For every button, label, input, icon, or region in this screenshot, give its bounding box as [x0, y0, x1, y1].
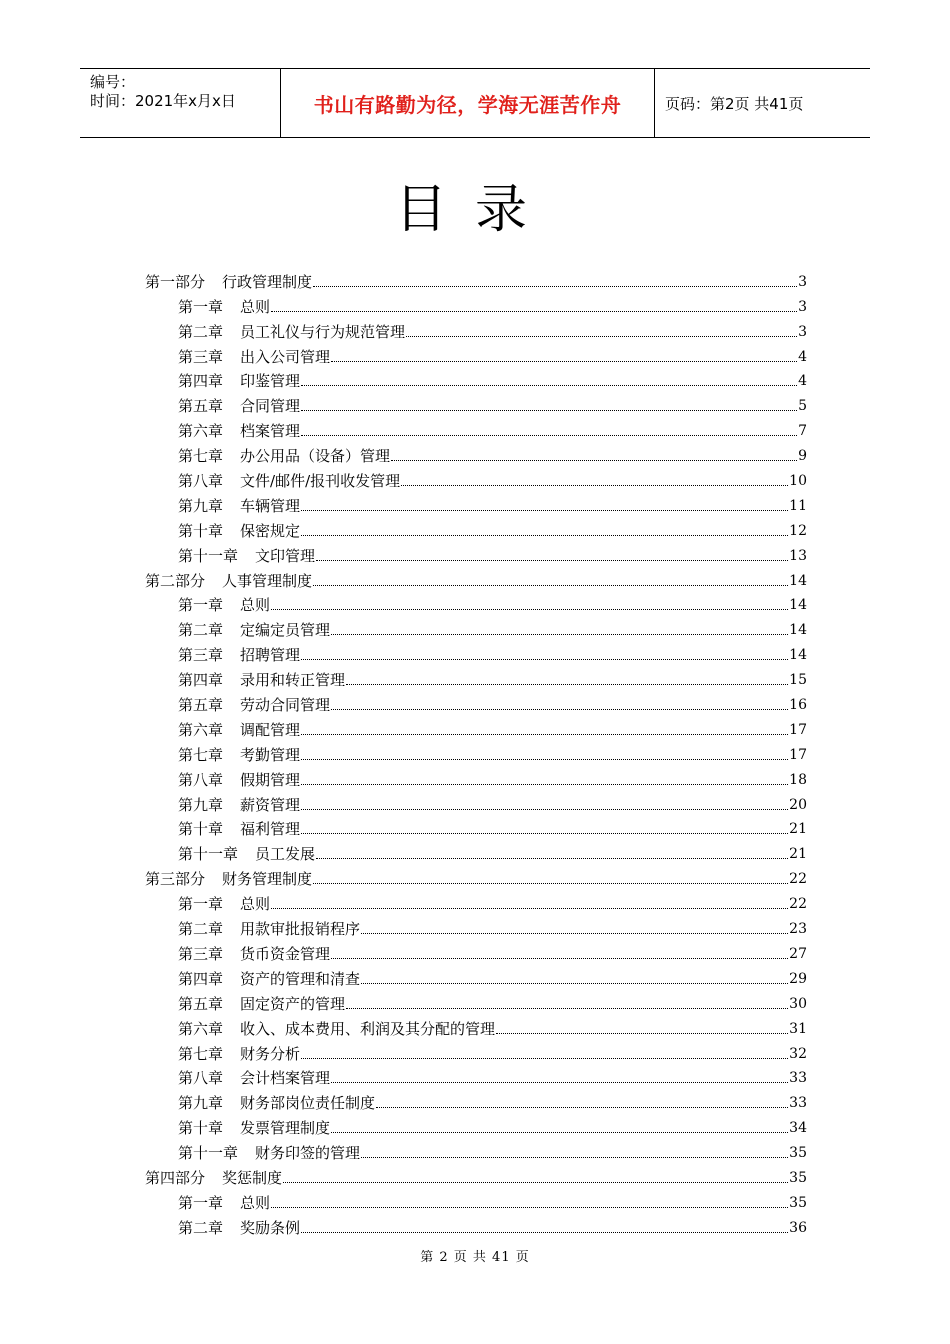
toc-entry-page: 33 — [789, 1070, 807, 1087]
toc-dot-leader — [271, 1207, 788, 1208]
toc-dot-leader — [361, 1157, 788, 1158]
toc-dot-leader — [283, 1182, 788, 1183]
toc-dot-leader — [376, 1107, 788, 1108]
toc-entry[interactable] — [145, 989, 807, 1014]
toc-entry-label — [178, 944, 330, 964]
toc-entry-page: 15 — [789, 672, 807, 689]
header-meta — [80, 69, 281, 137]
toc-entry-page: 20 — [789, 796, 807, 813]
toc-entry-page: 22 — [789, 871, 807, 888]
toc-entry-page: 17 — [789, 746, 807, 763]
toc-entry-number: 第六章 — [178, 1019, 224, 1038]
toc-entry-label — [178, 496, 300, 516]
toc-entry-number: 第五章 — [178, 696, 224, 715]
toc-dot-leader — [271, 609, 788, 610]
toc-entry-title: 财务管理制度 — [222, 870, 313, 889]
toc-dot-leader — [301, 535, 788, 536]
toc-entry[interactable] — [145, 541, 807, 566]
toc-entry[interactable] — [145, 914, 807, 939]
toc-entry-number: 第九章 — [178, 795, 224, 814]
toc-dot-leader — [496, 1033, 788, 1034]
toc-entry-label — [178, 297, 270, 317]
toc-entry-title: 印鉴管理 — [240, 372, 301, 391]
toc-entry-label — [145, 272, 312, 292]
toc-dot-leader — [271, 908, 788, 909]
toc-entry-page: 35 — [789, 1194, 807, 1211]
toc-entry-page: 3 — [798, 298, 807, 315]
toc-entry-number: 第五章 — [178, 994, 224, 1013]
toc-entry-page: 16 — [789, 697, 807, 714]
toc-entry-page: 17 — [789, 721, 807, 738]
toc-entry[interactable] — [145, 839, 807, 864]
toc-entry[interactable] — [145, 317, 807, 342]
toc-entry-number: 第四部分 — [145, 1168, 206, 1187]
page-header — [80, 68, 870, 138]
toc-entry[interactable] — [145, 292, 807, 317]
toc-entry-number: 第二部分 — [145, 571, 206, 590]
toc-entry-number: 第二章 — [178, 920, 224, 939]
page-footer: 第 2 页 共 41 页 — [420, 1250, 530, 1265]
toc-entry-title: 行政管理制度 — [222, 272, 313, 291]
toc-entry[interactable] — [145, 640, 807, 665]
document-number-label: 编号： — [90, 73, 136, 91]
toc-entry-label — [178, 894, 270, 914]
toc-dot-leader — [346, 1008, 788, 1009]
toc-entry-page: 18 — [789, 771, 807, 788]
toc-entry-page: 22 — [789, 896, 807, 913]
toc-entry-page: 7 — [798, 423, 807, 440]
toc-dot-leader — [301, 1058, 788, 1059]
toc-entry-label — [178, 347, 330, 367]
toc-entry-page: 11 — [789, 497, 807, 514]
toc-dot-leader — [406, 336, 797, 337]
toc-entry-title: 发票管理制度 — [240, 1119, 331, 1138]
toc-entry-number: 第三章 — [178, 347, 224, 366]
toc-entry-title: 奖励条例 — [240, 1218, 301, 1237]
toc-entry-number: 第二章 — [178, 1218, 224, 1237]
toc-entry[interactable] — [145, 864, 807, 889]
toc-entry-page: 34 — [789, 1120, 807, 1137]
toc-entry-number: 第十章 — [178, 521, 224, 540]
toc-entry-label — [178, 396, 300, 416]
toc-entry[interactable] — [145, 1138, 807, 1163]
toc-entry-title: 资产的管理和清查 — [240, 969, 361, 988]
toc-entry-title: 薪资管理 — [240, 795, 301, 814]
toc-entry-page: 14 — [789, 597, 807, 614]
toc-entry-page: 23 — [789, 921, 807, 938]
toc-entry-title: 录用和转正管理 — [240, 671, 346, 690]
toc-entry-label — [178, 471, 400, 491]
toc-entry-number: 第一章 — [178, 1193, 224, 1212]
toc-entry-title: 考勤管理 — [240, 745, 301, 764]
toc-entry-page: 3 — [798, 273, 807, 290]
toc-entry[interactable] — [145, 765, 807, 790]
toc-entry-page: 35 — [789, 1145, 807, 1162]
toc-entry[interactable] — [145, 416, 807, 441]
toc-entry-title: 员工发展 — [255, 845, 316, 864]
toc-entry-title: 员工礼仪与行为规范管理 — [240, 322, 406, 341]
toc-dot-leader — [361, 983, 788, 984]
toc-entry-label — [178, 745, 300, 765]
toc-entry-page: 31 — [789, 1020, 807, 1037]
toc-dot-leader — [301, 510, 788, 511]
toc-entry-page: 14 — [789, 572, 807, 589]
toc-entry-label — [178, 1143, 360, 1163]
toc-entry-page: 35 — [789, 1169, 807, 1186]
toc-entry-label — [178, 322, 405, 342]
toc-entry[interactable] — [145, 740, 807, 765]
toc-entry-label — [145, 869, 312, 889]
toc-entry-page: 21 — [789, 846, 807, 863]
toc-entry[interactable] — [145, 466, 807, 491]
toc-entry-page: 27 — [789, 945, 807, 962]
toc-entry-title: 办公用品（设备）管理 — [240, 447, 391, 466]
toc-dot-leader — [331, 958, 788, 959]
toc-dot-leader — [331, 634, 788, 635]
toc-entry[interactable] — [145, 367, 807, 392]
toc-entry-number: 第四章 — [178, 372, 224, 391]
toc-entry-label — [178, 819, 300, 839]
toc-entry-title: 出入公司管理 — [240, 347, 331, 366]
toc-entry-label — [178, 844, 315, 864]
document-time-label: 时间：2021年x月x日 — [90, 92, 236, 110]
toc-entry-label — [178, 421, 300, 441]
toc-entry-title: 保密规定 — [240, 521, 301, 540]
toc-entry-number: 第七章 — [178, 1044, 224, 1063]
toc-entry-number: 第三部分 — [145, 870, 206, 889]
toc-entry-title: 文件/邮件/报刊收发管理 — [240, 472, 401, 491]
toc-entry-label — [178, 770, 300, 790]
toc-entry-title: 总则 — [240, 297, 271, 316]
toc-entry-page: 14 — [789, 622, 807, 639]
toc-entry-label — [178, 795, 300, 815]
toc-entry-label — [178, 994, 345, 1014]
toc-entry[interactable] — [145, 889, 807, 914]
toc-entry-label — [178, 1193, 270, 1213]
toc-entry[interactable] — [145, 790, 807, 815]
toc-entry-label — [178, 1019, 495, 1039]
toc-dot-leader — [401, 485, 788, 486]
toc-entry-page: 33 — [789, 1095, 807, 1112]
toc-entry-number: 第五章 — [178, 397, 224, 416]
toc-entry[interactable] — [145, 1213, 807, 1238]
toc-entry-label — [178, 1044, 300, 1064]
toc-entry-label — [178, 919, 360, 939]
toc-entry-label — [178, 371, 300, 391]
toc-entry-label — [178, 1068, 330, 1088]
toc-dot-leader — [271, 311, 797, 312]
toc-entry-page: 36 — [789, 1219, 807, 1236]
toc-entry-title: 车辆管理 — [240, 496, 301, 515]
toc-entry-label — [178, 521, 300, 541]
toc-entry[interactable] — [145, 342, 807, 367]
toc-dot-leader — [391, 460, 797, 461]
toc-entry-label — [178, 1218, 300, 1238]
toc-dot-leader — [316, 858, 788, 859]
toc-entry-title: 收入、成本费用、利润及其分配的管理 — [240, 1019, 496, 1038]
toc-entry-title: 档案管理 — [240, 422, 301, 441]
toc-entry-number: 第一章 — [178, 596, 224, 615]
toc-entry-title: 招聘管理 — [240, 646, 301, 665]
toc-entry-page: 3 — [798, 323, 807, 340]
toc-entry-label — [145, 571, 312, 591]
toc-dot-leader — [301, 784, 788, 785]
toc-entry[interactable] — [145, 964, 807, 989]
toc-dot-leader — [301, 410, 797, 411]
toc-entry-label — [178, 695, 330, 715]
toc-entry-number: 第一章 — [178, 297, 224, 316]
toc-dot-leader — [313, 883, 788, 884]
toc-dot-leader — [301, 385, 797, 386]
toc-dot-leader — [361, 933, 788, 934]
header-slogan: 书山有路勤为径，学海无涯苦作舟 — [281, 69, 655, 137]
toc-entry[interactable] — [145, 1088, 807, 1113]
toc-entry-title: 人事管理制度 — [222, 571, 313, 590]
toc-entry[interactable] — [145, 1014, 807, 1039]
toc-entry-label — [178, 446, 390, 466]
toc-entry-number: 第七章 — [178, 745, 224, 764]
toc-entry-title: 总则 — [240, 1193, 271, 1212]
toc-entry-number: 第八章 — [178, 1069, 224, 1088]
toc-entry[interactable] — [145, 615, 807, 640]
toc-entry[interactable] — [145, 1188, 807, 1213]
toc-entry[interactable] — [145, 491, 807, 516]
toc-entry-label — [178, 595, 270, 615]
toc-entry-title: 用款审批报销程序 — [240, 920, 361, 939]
toc-entry[interactable] — [145, 591, 807, 616]
toc-entry-page: 4 — [798, 348, 807, 365]
toc-entry-number: 第十一章 — [178, 546, 239, 565]
toc-entry-number: 第六章 — [178, 422, 224, 441]
toc-entry-title: 福利管理 — [240, 820, 301, 839]
toc-entry-title: 固定资产的管理 — [240, 994, 346, 1013]
toc-entry-page: 13 — [789, 547, 807, 564]
toc-entry-label — [178, 546, 315, 566]
toc-entry[interactable] — [145, 1039, 807, 1064]
toc-dot-leader — [301, 734, 788, 735]
toc-dot-leader — [301, 759, 788, 760]
toc-entry[interactable] — [145, 1064, 807, 1089]
toc-entry-number: 第六章 — [178, 720, 224, 739]
toc-entry-page: 10 — [789, 473, 807, 490]
toc-entry-label — [145, 1168, 282, 1188]
toc-entry[interactable] — [145, 715, 807, 740]
toc-entry[interactable] — [145, 516, 807, 541]
toc-entry-page: 30 — [789, 995, 807, 1012]
toc-entry-number: 第十章 — [178, 1119, 224, 1138]
toc-entry[interactable] — [145, 267, 807, 292]
toc-entry-title: 货币资金管理 — [240, 944, 331, 963]
toc-entry-page: 32 — [789, 1045, 807, 1062]
toc-dot-leader — [331, 709, 788, 710]
toc-entry-page: 14 — [789, 647, 807, 664]
header-page-info: 页码：第2页 共41页 — [665, 94, 804, 113]
toc-dot-leader — [316, 560, 788, 561]
toc-entry-number: 第二章 — [178, 322, 224, 341]
toc-entry-number: 第十一章 — [178, 845, 239, 864]
toc-entry-number: 第二章 — [178, 621, 224, 640]
toc-entry[interactable] — [145, 690, 807, 715]
toc-entry[interactable] — [145, 391, 807, 416]
toc-dot-leader — [331, 1132, 788, 1133]
toc-entry-label — [178, 1118, 330, 1138]
toc-entry-label — [178, 645, 300, 665]
toc-entry[interactable] — [145, 665, 807, 690]
toc-entry-title: 调配管理 — [240, 720, 301, 739]
toc-entry-title: 财务印签的管理 — [255, 1144, 361, 1163]
toc-dot-leader — [346, 684, 788, 685]
toc-entry-title: 合同管理 — [240, 397, 301, 416]
toc-entry-number: 第七章 — [178, 447, 224, 466]
toc-entry-label — [178, 969, 360, 989]
toc-dot-leader — [301, 659, 788, 660]
toc-entry-number: 第三章 — [178, 646, 224, 665]
toc-entry-number: 第九章 — [178, 1094, 224, 1113]
toc-entry-title: 财务分析 — [240, 1044, 301, 1063]
toc-entry-label — [178, 1093, 375, 1113]
toc-entry-title: 定编定员管理 — [240, 621, 331, 640]
toc-entry-title: 劳动合同管理 — [240, 696, 331, 715]
toc-entry-page: 9 — [798, 448, 807, 465]
toc-entry-number: 第八章 — [178, 770, 224, 789]
toc-entry-number: 第一章 — [178, 895, 224, 914]
toc-dot-leader — [313, 585, 788, 586]
toc-entry-label — [178, 620, 330, 640]
toc-entry[interactable] — [145, 441, 807, 466]
toc-entry-title: 会计档案管理 — [240, 1069, 331, 1088]
toc-entry-number: 第九章 — [178, 496, 224, 515]
toc-entry[interactable] — [145, 566, 807, 591]
toc-entry-number: 第八章 — [178, 472, 224, 491]
toc-entry-page: 5 — [798, 398, 807, 415]
toc-dot-leader — [301, 1232, 788, 1233]
toc-entry-title: 财务部岗位责任制度 — [240, 1094, 376, 1113]
toc-entry-page: 21 — [789, 821, 807, 838]
toc-entry-number: 第十一章 — [178, 1144, 239, 1163]
toc-entry-number: 第十章 — [178, 820, 224, 839]
toc-entry-title: 总则 — [240, 895, 271, 914]
toc-entry-title: 假期管理 — [240, 770, 301, 789]
toc-dot-leader — [301, 809, 788, 810]
toc-entry-page: 29 — [789, 970, 807, 987]
toc-entry-label — [178, 670, 345, 690]
toc-entry-number: 第四章 — [178, 671, 224, 690]
toc-entry-number: 第四章 — [178, 969, 224, 988]
toc-entry-title: 奖惩制度 — [222, 1168, 283, 1187]
toc-dot-leader — [331, 1082, 788, 1083]
toc-entry-number: 第一部分 — [145, 272, 206, 291]
toc-entry-page: 12 — [789, 522, 807, 539]
toc-entry-page: 4 — [798, 373, 807, 390]
table-of-contents — [145, 267, 807, 1238]
page-title: 目录 — [394, 180, 555, 240]
toc-entry-label — [178, 720, 300, 740]
toc-dot-leader — [301, 833, 788, 834]
toc-entry-title: 总则 — [240, 596, 271, 615]
toc-entry[interactable] — [145, 1163, 807, 1188]
toc-dot-leader — [301, 435, 797, 436]
toc-entry-title: 文印管理 — [255, 546, 316, 565]
toc-entry[interactable] — [145, 1113, 807, 1138]
toc-entry[interactable] — [145, 939, 807, 964]
toc-entry[interactable] — [145, 815, 807, 840]
toc-dot-leader — [313, 286, 797, 287]
toc-dot-leader — [331, 361, 797, 362]
toc-entry-number: 第三章 — [178, 944, 224, 963]
